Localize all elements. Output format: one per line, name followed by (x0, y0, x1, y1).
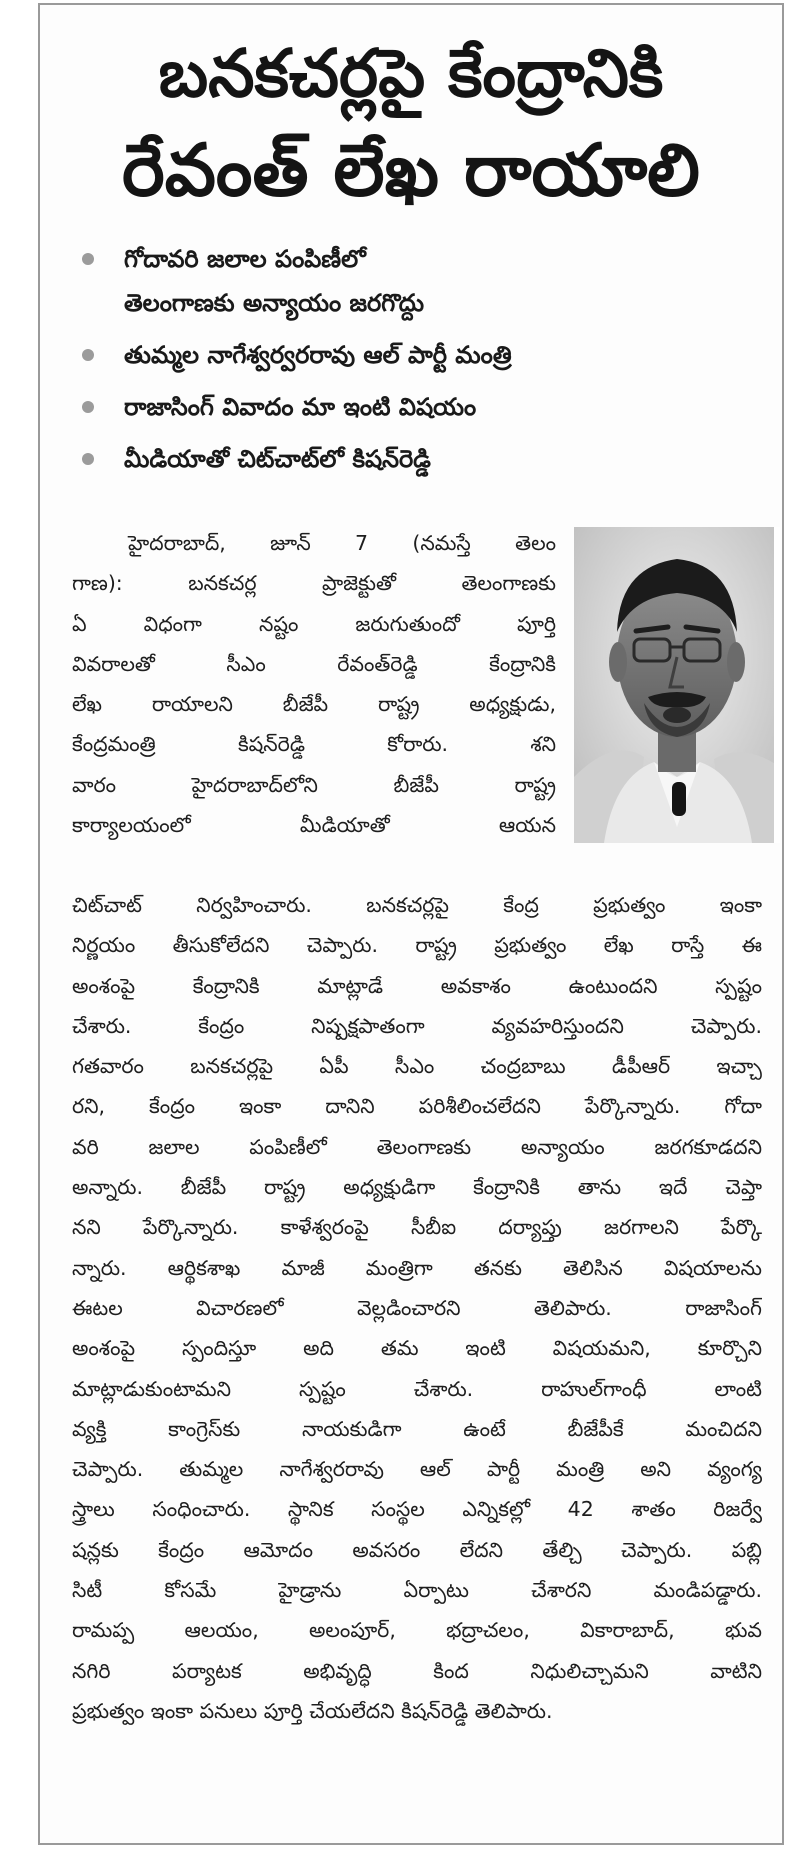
bullet-dot-icon (82, 453, 94, 465)
article-line: కార్యాలయంలో మీడియాతో ఆయన (72, 813, 556, 838)
bullet-dot-icon (82, 349, 94, 361)
portrait-photo (574, 527, 780, 843)
article-line: వారం హైదరాబాద్‌లోని బీజేపీ రాష్ట్ర (72, 772, 556, 797)
article-line: హైదరాబాద్, జూన్ 7 (నమస్తే తెలం (128, 531, 556, 555)
highlight-line: రాజాసింగ్ వివాదం మా ఇంటి విషయం (124, 393, 477, 421)
headline-line-1: బనకచర్లపై కేంద్రానికి (158, 35, 664, 112)
portrait-illustration (574, 527, 780, 843)
article-line: చెప్పారు. తుమ్మల నాగేశ్వరరావు ఆల్ పార్టీ మంత్రి అని వ్యంగ్య (72, 1457, 762, 1482)
article-line: న్నారు. ఆర్థికశాఖ మాజీ మంత్రిగా తనకు తెలిసిన విషయాలను (72, 1255, 762, 1280)
article-line: ఏ విధంగా నష్టం జరుగుతుందో పూర్తి (72, 611, 556, 636)
article-line: చేశారు. కేంద్రం నిష్పక్షపాతంగా వ్యవహరిస్తుందని చెప్పారు. (72, 1013, 762, 1038)
news-clipping (38, 3, 784, 1845)
article-line: గతవారం బనకచర్లపై ఏపీ సీఎం చంద్రబాబు డీపీఆర్ ఇచ్చా (72, 1054, 762, 1079)
article-line: రామప్ప ఆలయం, అలంపూర్, భద్రాచలం, వికారాబాద్, భువ (72, 1618, 762, 1643)
article-line: నిర్ణయం తీసుకోలేదని చెప్పారు. రాష్ట్ర ప్రభుత్వం లేఖ రాస్తే ఈ (72, 933, 762, 958)
article-line: కేంద్రమంత్రి కిషన్‌రెడ్డి కోరారు. శని (72, 732, 556, 757)
article-line: మాట్లాడుకుంటామని స్పష్టం చేశారు. రాహుల్‌గాంధీ లాంటి (72, 1376, 762, 1401)
article-line: స్త్రాలు సంధించారు. స్థానిక సంస్థల ఎన్నికల్లో 42 శాతం రిజర్వే (72, 1497, 762, 1522)
highlight-line: మీడియాతో చిట్‌చాట్‌లో కిషన్‌రెడ్డి (124, 445, 431, 473)
article-line: గాణ): బనకచర్ల ప్రాజెక్టుతో తెలంగాణకు (72, 571, 556, 596)
article-line: ఈటల విచారణలో వెల్లడించారని తెలిపారు. రాజాసింగ్ (72, 1295, 762, 1320)
article-line: ప్రభుత్వం ఇంకా పనులు పూర్తి చేయలేదని కిషన్‌రెడ్డి తెలిపారు. (72, 1698, 553, 1723)
highlight-line: గోదావరి జలాల పంపిణీలో (124, 245, 366, 273)
article-body-intro (72, 523, 556, 845)
article-line: వివరాలతో సీఎం రేవంత్‌రెడ్డి కేంద్రానికి (72, 651, 556, 676)
article-line: అంశంపై కేంద్రానికి మాట్లాడే అవకాశం ఉంటుందని స్పష్టం (72, 973, 762, 998)
bullet-dot-icon (82, 253, 94, 265)
highlights-list (76, 237, 766, 489)
highlight-line: తుమ్మల నాగేశ్వర్వరరావు ఆల్ పార్టీ మంత్రి (124, 341, 512, 369)
highlight-line: తెలంగాణకు అన్యాయం జరగొద్దు (124, 289, 425, 317)
article-line: నగిరి పర్యాటక అభివృద్ధి కింద నిధులిచ్చామని వాటిని (72, 1658, 762, 1683)
highlight-item (76, 385, 766, 429)
bullet-dot-icon (82, 401, 94, 413)
article-line: అన్నారు. బీజేపీ రాష్ట్ర అధ్యక్షుడిగా కేంద్రానికి తాను ఇదే చెప్తా (72, 1175, 762, 1200)
article-line: వ్యక్తి కాంగ్రెస్‌కు నాయకుడిగా ఉంటే బీజేపీకే మంచిదని (72, 1416, 762, 1441)
article-line: నని పేర్కొన్నారు. కాళేశ్వరంపై సీబీఐ దర్యాప్తు జరగాలని పేర్కొ (72, 1215, 762, 1240)
article-line: అంశంపై స్పందిస్తూ అది తమ ఇంటి విషయమని, కూర్చొని (72, 1336, 762, 1361)
article-line: రని, కేంద్రం ఇంకా దానిని పరిశీలించలేదని పేర్కొన్నారు. గోదా (72, 1094, 762, 1119)
highlight-item (76, 333, 766, 377)
article-line: సిటీ కోసమే హైడ్రాను ఏర్పాటు చేశారని మండిపడ్డారు. (72, 1578, 762, 1603)
article-body (72, 885, 762, 1731)
article-line: షన్లకు కేంద్రం ఆమోదం అవసరం లేదని తేల్చి చెప్పారు. పబ్లి (72, 1537, 762, 1562)
article-line: లేఖ రాయాలని బీజేపీ రాష్ట్ర అధ్యక్షుడు, (72, 692, 556, 717)
highlight-item (76, 437, 766, 481)
article-line: చిట్‌చాట్ నిర్వహించారు. బనకచర్లపై కేంద్ర ప్రభుత్వం ఇంకా (72, 893, 762, 917)
highlight-item (76, 237, 766, 325)
headline-line-2: రేవంత్ లేఖ రాయాలి (122, 128, 700, 212)
article-line: వరి జలాల పంపిణీలో తెలంగాణకు అన్యాయం జరగకూడదని (72, 1134, 762, 1159)
